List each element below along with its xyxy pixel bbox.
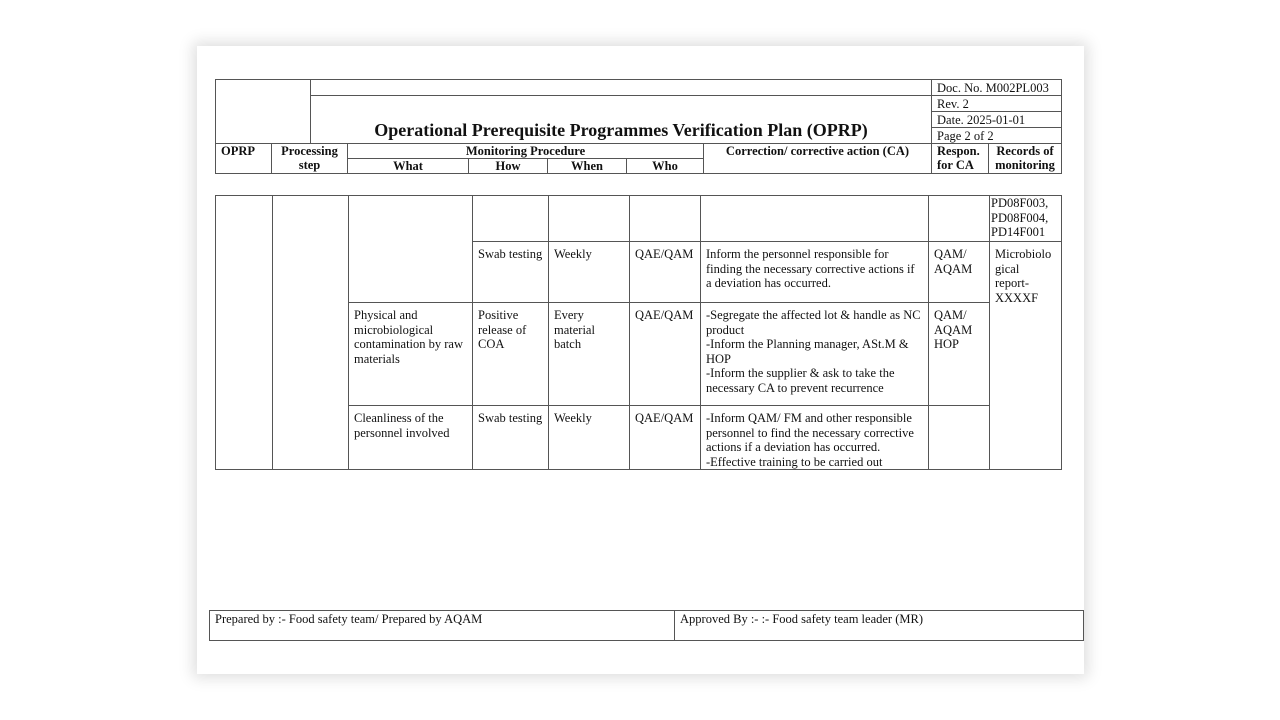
document-page — [197, 46, 1084, 674]
what-cell: Physical and microbiological contamination by raw materials — [349, 303, 473, 406]
ca-cell — [701, 196, 929, 242]
page-title: Operational Prerequisite Programmes Verification Plan (OPRP) — [311, 96, 932, 144]
page-number: Page 2 of 2 — [932, 128, 1062, 144]
when-cell: Weekly — [549, 406, 630, 470]
col-when: When — [548, 159, 627, 174]
col-what: What — [348, 159, 469, 174]
col-processing-step: Processing step — [272, 144, 348, 174]
col-who: Who — [627, 159, 704, 174]
when-cell: Every material batch — [549, 303, 630, 406]
who-cell: QAE/QAM — [630, 406, 701, 470]
col-oprp: OPRP — [216, 144, 272, 174]
approval-footer-table — [209, 610, 1084, 641]
col-correction: Correction/ corrective action (CA) — [704, 144, 932, 174]
who-cell: QAE/QAM — [630, 242, 701, 303]
ca-line: -Inform the supplier & ask to take the necessary CA to prevent recurrence — [706, 366, 895, 395]
records-cell: Microbiolo gical report-XXXXF — [990, 242, 1062, 470]
how-cell: Swab testing — [473, 406, 549, 470]
responsible-cell — [929, 406, 990, 470]
table-row — [216, 196, 1062, 242]
col-how: How — [469, 159, 548, 174]
what-cell — [349, 196, 473, 303]
col-responsible: Respon. for CA — [932, 144, 989, 174]
how-cell: Positive release of COA — [473, 303, 549, 406]
doc-date: Date. 2025-01-01 — [932, 112, 1062, 128]
processing-step-cell — [273, 196, 349, 470]
col-monitoring-procedure: Monitoring Procedure — [348, 144, 704, 159]
doc-number: Doc. No. M002PL003 — [932, 80, 1062, 96]
ca-cell — [701, 406, 929, 470]
who-cell: QAE/QAM — [630, 303, 701, 406]
ca-line: -Inform the Planning manager, ASt.M & HOP — [706, 337, 909, 366]
what-cell: Cleanliness of the personnel involved — [349, 406, 473, 470]
records-cell: PD08F003, PD08F004, PD14F001 — [990, 196, 1062, 242]
ca-line: -Effective training to be carried out — [706, 454, 883, 469]
how-cell: Swab testing — [473, 242, 549, 303]
ca-cell — [701, 303, 929, 406]
approved-by: Approved By :- :- Food safety team leader (MR) — [675, 611, 1084, 641]
verification-table — [215, 195, 1062, 470]
document-header-table — [215, 79, 1062, 174]
when-cell — [549, 196, 630, 242]
when-cell: Weekly — [549, 242, 630, 303]
how-cell — [473, 196, 549, 242]
responsible-cell: QAM/ AQAM HOP — [929, 303, 990, 406]
col-records: Records of monitoring — [989, 144, 1062, 174]
responsible-cell: QAM/ AQAM — [929, 242, 990, 303]
title-spacer — [311, 80, 932, 96]
oprp-cell — [216, 196, 273, 470]
logo-area — [216, 80, 311, 144]
revision: Rev. 2 — [932, 96, 1062, 112]
prepared-by: Prepared by :- Food safety team/ Prepared by AQAM — [210, 611, 675, 641]
responsible-cell — [929, 196, 990, 242]
ca-cell: Inform the personnel responsible for finding the necessary corrective actions if a deviation has occurred. — [701, 242, 929, 303]
ca-line: -Segregate the affected lot & handle as NC product — [706, 308, 921, 337]
ca-line: -Inform QAM/ FM and other responsible personnel to find the necessary corrective actions if a deviation has occurred. — [706, 411, 914, 454]
who-cell — [630, 196, 701, 242]
